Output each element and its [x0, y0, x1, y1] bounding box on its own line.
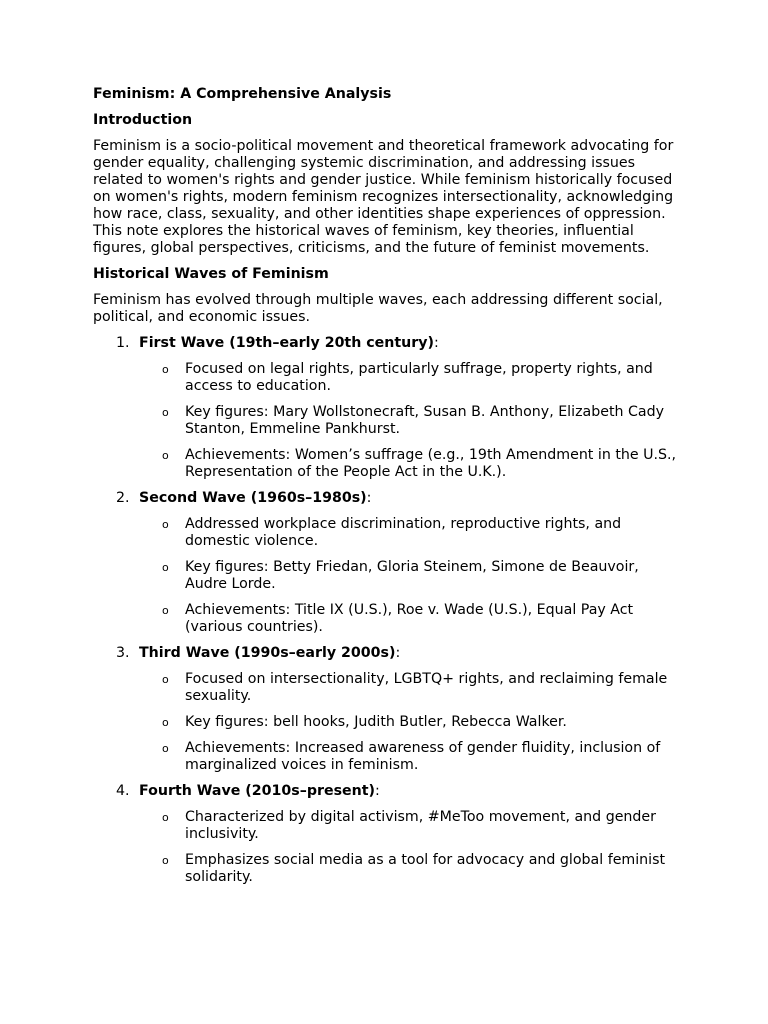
wave-title-suffix: :	[434, 335, 439, 351]
list-item	[93, 671, 683, 705]
hollow-bullet-icon: o	[162, 363, 169, 376]
wave-title: Third Wave (1990s–early 2000s)	[139, 645, 396, 661]
hollow-bullet-icon: o	[162, 449, 169, 462]
list-item-text: Focused on legal rights, particularly suffrage, property rights, and access to education.	[185, 361, 653, 394]
list-item-text: Achievements: Increased awareness of gender fluidity, inclusion of marginalized voices in feminism.	[185, 740, 661, 773]
wave-item-fourth	[93, 783, 683, 800]
list-item	[93, 447, 683, 481]
hollow-bullet-icon: o	[162, 811, 169, 824]
list-item-text: Focused on intersectionality, LGBTQ+ rights, and reclaiming female sexuality.	[185, 671, 668, 704]
list-item	[93, 361, 683, 395]
list-item-text: Addressed workplace discrimination, reproductive rights, and domestic violence.	[185, 516, 622, 549]
wave-title-suffix: :	[395, 645, 401, 661]
wave-number: 1.	[116, 335, 130, 351]
document-title: Feminism: A Comprehensive Analysis	[93, 86, 392, 102]
waves-heading: Historical Waves of Feminism	[93, 266, 329, 282]
hollow-bullet-icon: o	[162, 854, 169, 867]
list-item-text: Key figures: Mary Wollstonecraft, Susan B. Anthony, Elizabeth Cady Stanton, Emmeline Pankhurst.	[185, 404, 665, 437]
hollow-bullet-icon: o	[162, 673, 169, 686]
list-item	[93, 602, 683, 636]
hollow-bullet-icon: o	[162, 406, 169, 419]
list-item-text: Achievements: Title IX (U.S.), Roe v. Wade (U.S.), Equal Pay Act (various countries).	[185, 602, 634, 635]
wave-number: 3.	[116, 645, 130, 661]
list-item-text: Emphasizes social media as a tool for advocacy and global feminist solidarity.	[185, 852, 666, 885]
list-item	[93, 559, 683, 593]
wave-item-first	[93, 335, 683, 352]
list-item	[93, 516, 683, 550]
hollow-bullet-icon: o	[162, 518, 169, 531]
hollow-bullet-icon: o	[162, 716, 169, 729]
wave-points-third	[93, 671, 683, 774]
intro-paragraph: Feminism is a socio-political movement and theoretical framework advocating for gender equality, challenging systemic discrimination, and addressing issues related to women's rights and gender justice. While feminism historically focused on women's rights, modern feminism recognizes intersectionality, acknowledging how race, class, sexuality, and other identities shape experiences of oppression. This note explores the historical waves of feminism, key theories, influential figures, global perspectives, criticisms, and the future of feminist movements.	[93, 138, 674, 256]
wave-title-suffix: :	[375, 783, 380, 799]
wave-number: 2.	[116, 490, 130, 506]
list-item-text: Key figures: bell hooks, Judith Butler, Rebecca Walker.	[185, 714, 567, 730]
list-item	[93, 404, 683, 438]
wave-title: First Wave (19th–early 20th century)	[139, 335, 434, 351]
waves-intro-paragraph: Feminism has evolved through multiple waves, each addressing different social, political, and economic issues.	[93, 292, 663, 325]
wave-points-fourth	[93, 809, 683, 886]
wave-item-third	[93, 645, 683, 662]
hollow-bullet-icon: o	[162, 561, 169, 574]
list-item	[93, 714, 683, 731]
wave-points-first	[93, 361, 683, 481]
wave-points-second	[93, 516, 683, 636]
list-item-text: Key figures: Betty Friedan, Gloria Steinem, Simone de Beauvoir, Audre Lorde.	[185, 559, 639, 592]
hollow-bullet-icon: o	[162, 604, 169, 617]
list-item-text: Characterized by digital activism, #MeToo movement, and gender inclusivity.	[185, 809, 656, 842]
wave-number: 4.	[116, 783, 130, 799]
list-item	[93, 809, 683, 843]
document-page	[93, 86, 683, 895]
hollow-bullet-icon: o	[162, 742, 169, 755]
list-item	[93, 740, 683, 774]
list-item-text: Achievements: Women’s suffrage (e.g., 19th Amendment in the U.S., Representation of the People Act in the U.K.).	[185, 447, 677, 480]
list-item	[93, 852, 683, 886]
wave-title: Fourth Wave (2010s–present)	[139, 783, 376, 799]
wave-title: Second Wave (1960s–1980s)	[139, 490, 367, 506]
intro-heading: Introduction	[93, 112, 193, 128]
wave-item-second	[93, 490, 683, 507]
wave-title-suffix: :	[366, 490, 372, 506]
